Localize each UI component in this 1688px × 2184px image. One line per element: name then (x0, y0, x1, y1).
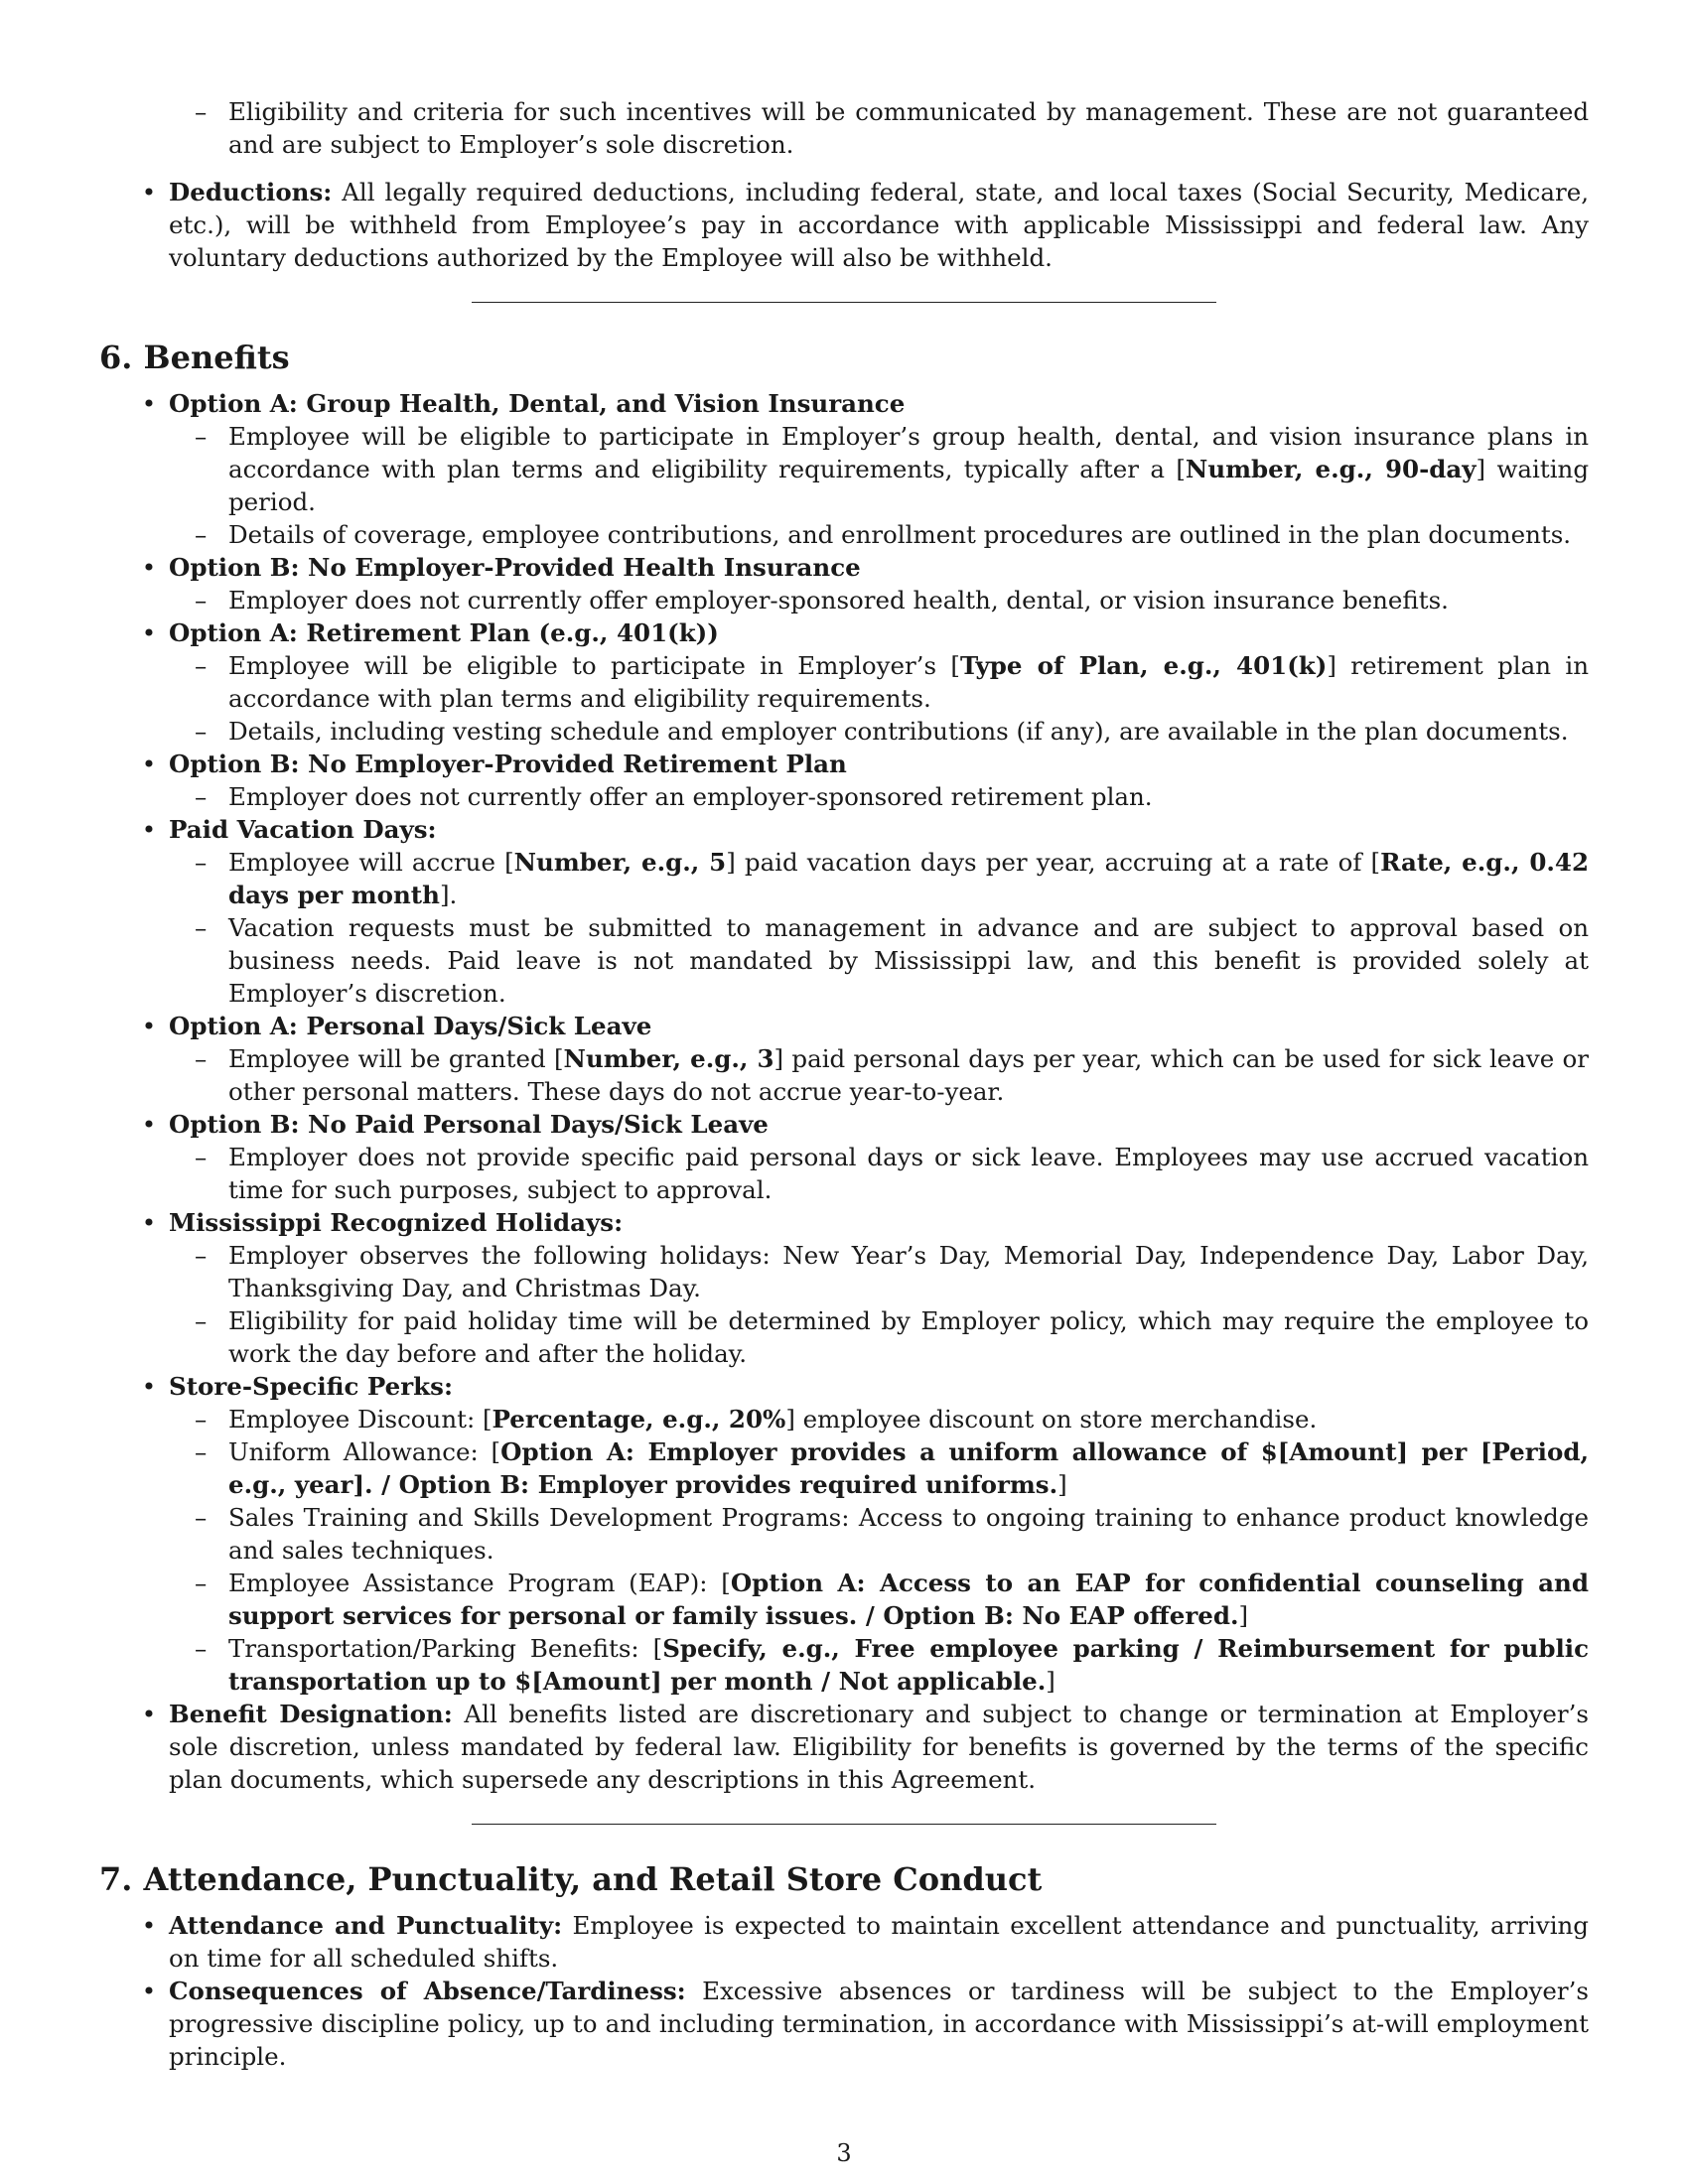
personal-option-b-label: Option B: No Paid Personal Days/Sick Leave (169, 1110, 769, 1139)
dash-marker: – (195, 717, 208, 746)
dash-marker: – (195, 1306, 208, 1335)
sub-list (169, 780, 1589, 813)
attendance-label: Attendance and Punctuality: (169, 1911, 563, 1940)
list-item (169, 649, 1589, 715)
sub-list (169, 1403, 1589, 1698)
document-page (99, 95, 1589, 2073)
holidays (99, 1206, 1589, 1370)
list-item (169, 584, 1589, 616)
list-item (169, 911, 1589, 1010)
text: ] paid vacation days per year, accruing at a rate of [ (726, 848, 1381, 877)
text: Transportation/Parking Benefits: [ (228, 1634, 663, 1663)
list-item (169, 518, 1589, 551)
text: ] (1238, 1601, 1249, 1630)
bullet-marker: • (141, 618, 157, 647)
text: Sales Training and Skills Development Programs: Access to ongoing training to enhance product knowledge and sales techniques. (228, 1503, 1589, 1565)
text: Employee Discount: [ (228, 1405, 492, 1433)
bullet-marker: • (141, 1977, 157, 2005)
store-perks (99, 1370, 1589, 1698)
list-item (169, 1042, 1589, 1108)
dash-marker: – (195, 586, 208, 614)
health-option-a (99, 387, 1589, 551)
retirement-option-a-label: Option A: Retirement Plan (e.g., 401(k)) (169, 618, 719, 647)
store-perks-label: Store-Specific Perks: (169, 1372, 453, 1401)
text: Employer does not currently offer employer-sponsored health, dental, or vision insurance benefits. (228, 586, 1449, 614)
bullet-marker: • (141, 389, 157, 418)
sub-list (169, 95, 1589, 161)
list-item (169, 715, 1589, 748)
page-number: 3 (836, 2139, 852, 2167)
dash-marker: – (195, 1634, 208, 1663)
bullet-marker: • (141, 178, 157, 206)
text: Employer does not currently offer an employer-sponsored retirement plan. (228, 782, 1153, 811)
dash-marker: – (195, 1143, 208, 1171)
section-7-title: 7. Attendance, Punctuality, and Retail Store Conduct (99, 1860, 1043, 1898)
holidays-label: Mississippi Recognized Holidays: (169, 1208, 624, 1237)
dash-marker: – (195, 97, 208, 126)
text: ] employee discount on store merchandise. (785, 1405, 1318, 1433)
personal-option-a-label: Option A: Personal Days/Sick Leave (169, 1012, 652, 1040)
sub-list (169, 1239, 1589, 1370)
dash-marker: – (195, 848, 208, 877)
sub-list (169, 1042, 1589, 1108)
list-item (169, 1141, 1589, 1206)
dash-marker: – (195, 1569, 208, 1597)
text: Details of coverage, employee contributions, and enrollment procedures are outlined in the plan documents. (228, 520, 1572, 549)
text: Employer observes the following holidays: New Year’s Day, Memorial Day, Independence Day, Labor Day, Thanksgiving Day, and Christmas Day. (228, 1241, 1589, 1302)
text: Employee will be eligible to participate in Employer’s group health, dental, and vision insurance plans in accordance with plan terms and eligibility requirements, typically after a [ (228, 422, 1589, 483)
incentive-eligibility-item (169, 95, 1589, 161)
dash-marker: – (195, 1437, 208, 1466)
health-option-b-label: Option B: No Employer-Provided Health Insurance (169, 553, 861, 582)
bullet-marker: • (141, 1208, 157, 1237)
text: ] paid personal days per year, which can be used for sick leave or other personal matters. These days do not accrue year-to-year. (228, 1044, 1590, 1106)
dash-marker: – (195, 1044, 208, 1073)
list-item (169, 780, 1589, 813)
consequences-item (99, 1975, 1589, 2073)
text: ] waiting period. (228, 455, 1590, 516)
uniform-allowance-item (169, 1435, 1589, 1501)
health-option-a-label: Option A: Group Health, Dental, and Vision Insurance (169, 389, 906, 418)
sales-training-item (169, 1501, 1589, 1567)
deductions-text: All legally required deductions, including federal, state, and local taxes (Social Security, Medicare, etc.), will be withheld from Employee’s pay in accordance with applicable Mississippi and federal law. Any voluntary deductions authorized by the Employee will also be withheld. (169, 178, 1590, 272)
dash-marker: – (195, 651, 208, 680)
dash-marker: – (195, 1405, 208, 1433)
text: Employee will accrue [ (228, 848, 514, 877)
dash-marker: – (195, 913, 208, 942)
placeholder-field: Rate, e.g., 0.42 days per month (228, 848, 1590, 909)
list-item (99, 95, 1589, 161)
text: Employee will be eligible to participate in Employer’s [ (228, 651, 960, 680)
text: ] retirement plan in accordance with plan terms and eligibility requirements. (228, 651, 1589, 713)
consequences-text: Excessive absences or tardiness will be subject to the Employer’s progressive discipline policy, up to and including termination, in accordance with Mississippi’s at-will employment principle. (169, 1977, 1589, 2071)
text: Employee will be granted [ (228, 1044, 564, 1073)
sub-list (169, 649, 1589, 748)
dash-marker: – (195, 782, 208, 811)
personal-option-b (99, 1108, 1589, 1206)
employee-discount-item (169, 1403, 1589, 1435)
attendance-text: Employee is expected to maintain excellent attendance and punctuality, arriving on time for all scheduled shifts. (169, 1911, 1589, 1973)
deductions-label: Deductions: (169, 178, 333, 206)
text: ]. (439, 881, 458, 909)
benefit-designation-label: Benefit Designation: (169, 1700, 453, 1728)
personal-option-a (99, 1010, 1589, 1108)
retirement-option-a (99, 616, 1589, 748)
sub-list (169, 420, 1589, 551)
bullet-marker: • (141, 1372, 157, 1401)
text: Vacation requests must be submitted to management in advance and are subject to approval based on business needs. Paid leave is not mandated by Mississippi law, and this benefit is provided solely at Employer’s discretion. (228, 913, 1589, 1008)
sub-list (169, 1141, 1589, 1206)
benefit-designation-text: All benefits listed are discretionary and subject to change or termination at Employer’s sole discretion, unless mandated by federal law. Eligibility for benefits is governed by the terms of the specific plan documents, which supersede any descriptions in this Agreement. (169, 1700, 1589, 1794)
dash-marker: – (195, 422, 208, 451)
benefit-designation (99, 1698, 1589, 1796)
list-item (169, 420, 1589, 518)
text: ] (1046, 1667, 1055, 1696)
placeholder-field: Percentage, e.g., 20% (492, 1405, 786, 1433)
placeholder-field: Option A: Employer provides a uniform allowance of $[Amount] per [Period, e.g., year]. / Option B: Employer provides required uniforms. (228, 1437, 1589, 1499)
vacation-days (99, 813, 1589, 1010)
placeholder-field: Specify, e.g., Free employee parking / Reimbursement for public transportation up to $[Amount] per month / Not applicable. (228, 1634, 1589, 1696)
section-6-title: 6. Benefits (99, 339, 290, 376)
transportation-item (169, 1632, 1589, 1698)
benefits-list (99, 387, 1589, 1796)
text: ] (1057, 1470, 1067, 1499)
bullet-marker: • (141, 1911, 157, 1940)
placeholder-field: Number, e.g., 90-day (1185, 455, 1477, 483)
deductions-item (99, 176, 1589, 274)
retirement-option-b (99, 748, 1589, 813)
list-item (169, 1239, 1589, 1304)
text: Employee Assistance Program (EAP): [ (228, 1569, 731, 1597)
sub-list (169, 584, 1589, 616)
consequences-label: Consequences of Absence/Tardiness: (169, 1977, 686, 2005)
sub-list (169, 846, 1589, 1010)
list-item (169, 846, 1589, 911)
dash-marker: – (195, 1241, 208, 1270)
retirement-option-b-label: Option B: No Employer-Provided Retirement Plan (169, 750, 847, 778)
placeholder-field: Type of Plan, e.g., 401(k) (959, 651, 1328, 680)
conduct-list (99, 1909, 1589, 2073)
deductions-list (99, 176, 1589, 274)
bullet-marker: • (141, 815, 157, 844)
dash-marker: – (195, 520, 208, 549)
health-option-b (99, 551, 1589, 616)
bullet-marker: • (141, 1012, 157, 1040)
bullet-marker: • (141, 1110, 157, 1139)
text: Uniform Allowance: [ (228, 1437, 501, 1466)
vacation-days-label: Paid Vacation Days: (169, 815, 437, 844)
bullet-marker: • (141, 750, 157, 778)
dash-marker: – (195, 1503, 208, 1532)
placeholder-field: Number, e.g., 5 (513, 848, 727, 877)
bullet-marker: • (141, 1700, 157, 1728)
placeholder-field: Option A: Access to an EAP for confidential counseling and support services for personal or family issues. / Option B: No EAP offered. (228, 1569, 1589, 1630)
text: Details, including vesting schedule and employer contributions (if any), are available in the plan documents. (228, 717, 1569, 746)
list-item (169, 1304, 1589, 1370)
attendance-item (99, 1909, 1589, 1975)
incentive-eligibility-text: Eligibility and criteria for such incentives will be communicated by management. These are not guaranteed and are subject to Employer’s sole discretion. (228, 97, 1589, 159)
eap-item (169, 1567, 1589, 1632)
text: Employer does not provide specific paid personal days or sick leave. Employees may use accrued vacation time for such purposes, subject to approval. (228, 1143, 1589, 1204)
intro-list (99, 95, 1589, 161)
text: Eligibility for paid holiday time will be determined by Employer policy, which may require the employee to work the day before and after the holiday. (228, 1306, 1589, 1368)
placeholder-field: Number, e.g., 3 (563, 1044, 774, 1073)
bullet-marker: • (141, 553, 157, 582)
